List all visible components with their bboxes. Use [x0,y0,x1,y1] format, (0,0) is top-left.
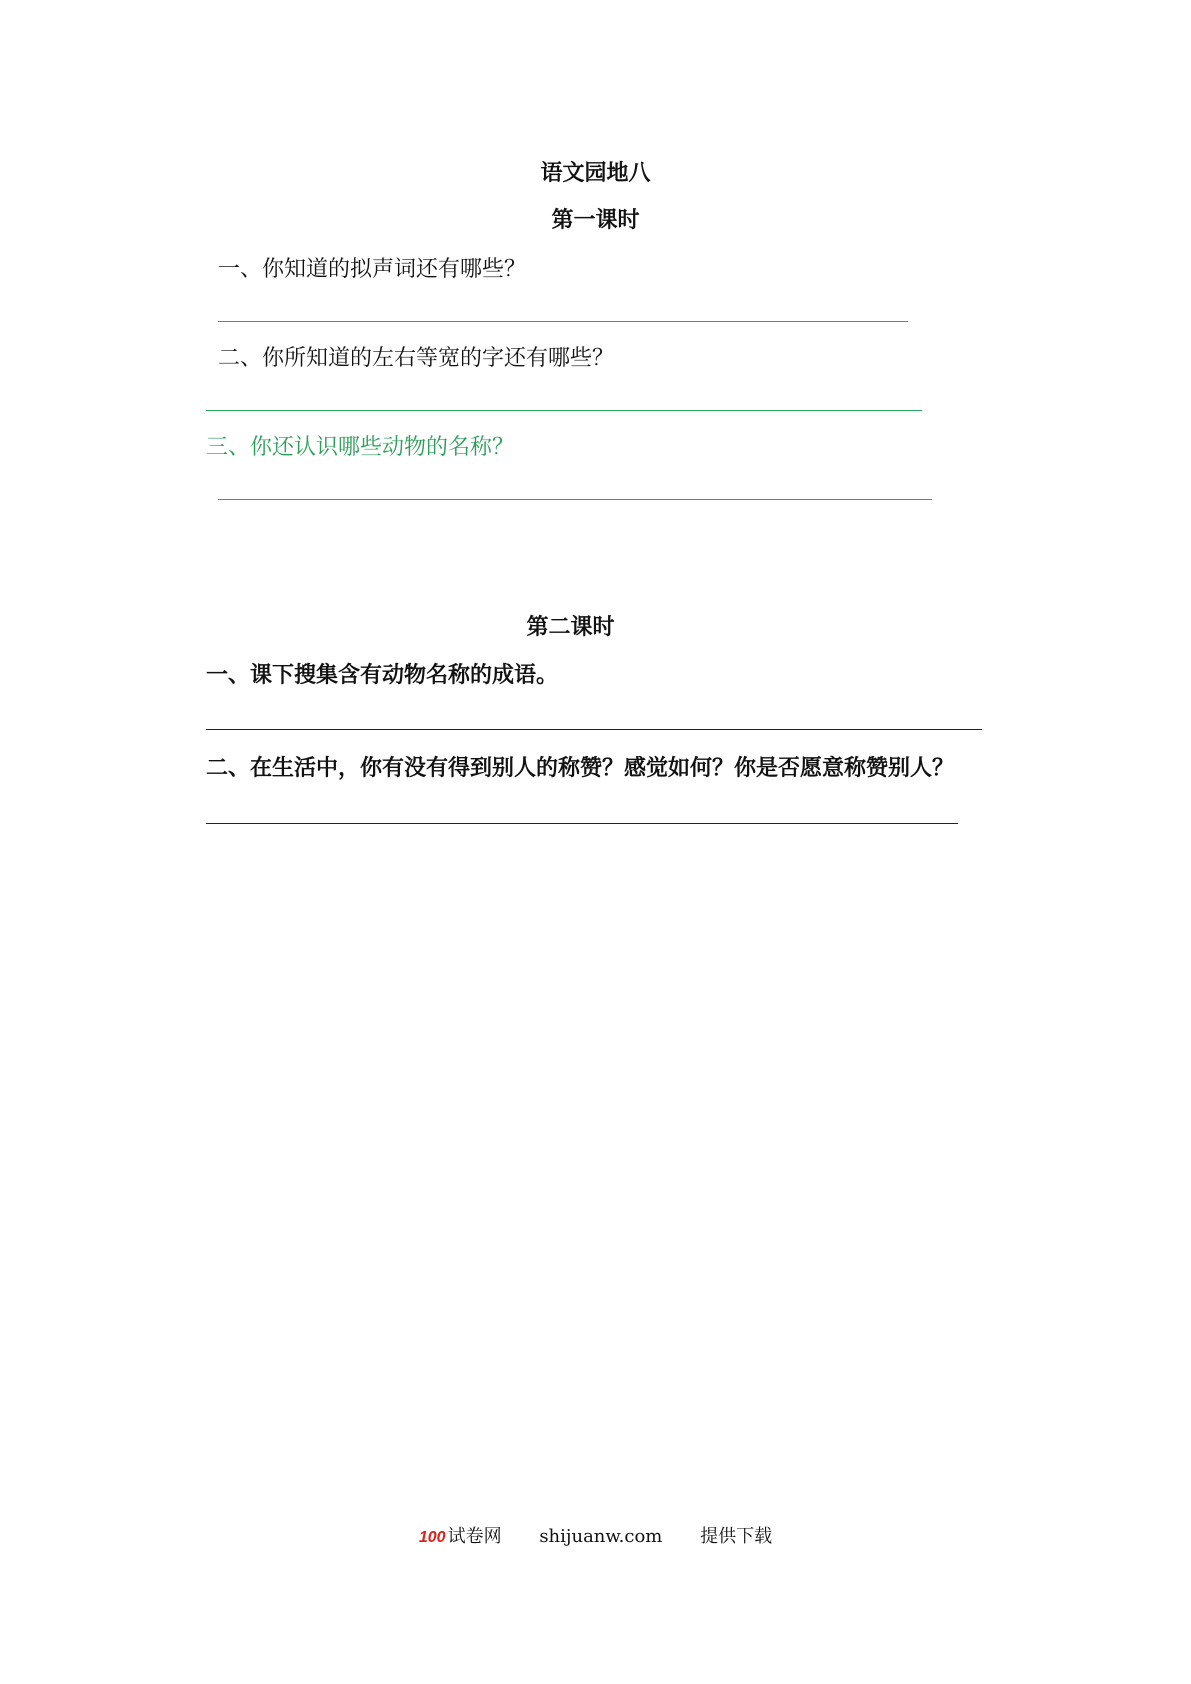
site-name: 试卷网 [447,1526,502,1547]
site-url[interactable]: shijuanw.com [539,1526,663,1547]
lesson1-question-2: 二、你所知道的左右等宽的字还有哪些？ [218,346,615,371]
answer-line[interactable] [206,823,958,824]
lesson2-question-1: 一、课下搜集含有动物名称的成语。 [206,662,559,688]
page-title: 语文园地八 [540,160,651,186]
lesson1-heading: 第一课时 [551,207,640,233]
answer-line[interactable] [206,410,922,411]
answer-line[interactable] [218,321,908,322]
footer [0,1522,1191,1548]
lesson1-question-1: 一、你知道的拟声词还有哪些？ [218,257,527,282]
lesson2-question-2: 二、在生活中，你有没有得到别人的称赞？感觉如何？你是否愿意称赞别人？ [206,755,955,781]
site-logo-icon: 100 [418,1529,446,1546]
answer-line[interactable] [206,729,982,730]
download-note: 提供下载 [700,1526,773,1547]
lesson2-heading: 第二课时 [526,614,615,640]
answer-line[interactable] [218,499,932,500]
lesson1-question-3: 三、你还认识哪些动物的名称？ [206,435,515,460]
